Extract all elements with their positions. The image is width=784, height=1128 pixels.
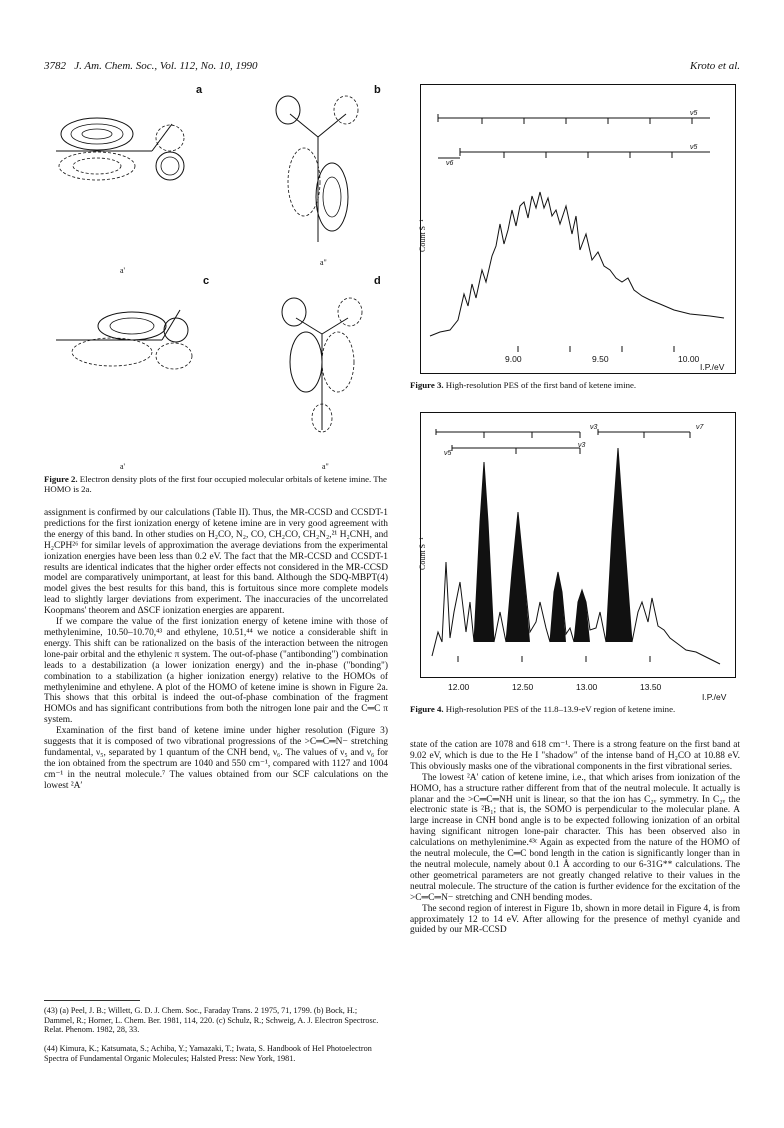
symmetry-label-d: a" (322, 462, 329, 471)
footnote-44: (44) Kimura, K.; Katsumata, S.; Achiba, Y.; Yamazaki, T.; Iwata, S. Handbook of HeI Photoelectron Spectra of Fundamental Organic Molecules; Halsted Press: New York, 1981. (44, 1044, 372, 1063)
figure-4-xlabel: I.P./eV (702, 692, 727, 702)
panel-label-d: d (374, 275, 381, 287)
orbital-plot-d (272, 290, 372, 440)
figure-4-xtick-3: 13.00 (576, 682, 598, 692)
running-header (44, 60, 740, 76)
footnote-43: (43) (a) Peel, J. B.; Willett, G. D. J. Chem. Soc., Faraday Trans. 2 1975, 71, 1799. (b) Bock, H.; Dammel, R.; Horner, L. Chem. Ber. 1981, 114, 220. (c) Schulz, R.; Schweig, A. J. Electron Spectrosc. Relat. Phenom. 1982, 28, 33. (44, 1006, 379, 1035)
figure-4-progression-2: ν7 (696, 424, 704, 431)
figure-2-caption (44, 474, 388, 495)
orbital-plot-b (268, 92, 368, 252)
symmetry-label-b: a" (320, 258, 327, 267)
figure-3-caption (410, 380, 740, 390)
figure-4-progression-4: ν5 (444, 450, 452, 457)
orbital-plot-a (52, 96, 202, 216)
symmetry-label-c: a' (120, 462, 125, 471)
figure-4-xtick-4: 13.50 (640, 682, 662, 692)
left-paragraph-3: Examination of the first band of ketene imine under higher resolution (Figure 3) suggests that it is composed of two vibrational progressions of the >C═C═N− stretching fundamental, ν₅, separated by 1 quantum of the CNH bend, ν₆. The values of ν₅ and ν₆ for the ion obtained from the spectrum are 1040 and 550 cm⁻¹, compared with 1127 and 1004 cm⁻¹ in the neutral molecule.⁷ The values obtained from our SCF calculations on the lowest ²A′ (44, 726, 388, 791)
symmetry-label-a: a' (120, 266, 125, 275)
footnote-rule (44, 1000, 140, 1001)
figure-3-xtick-1: 9.00 (505, 354, 522, 364)
figure-3-xtick-3: 10.00 (678, 354, 700, 364)
figure-4-caption (410, 704, 740, 714)
left-paragraph-1: assignment is confirmed by our calculations (Table II). Thus, the MR-CCSD and CCSDT-1 predictions for the first ionization energy of ketene imine are in very good agreement with the energy of this band. In other studies on H₂CO, N₂, CO, CH₂CO, CH₂N₂,²¹ H₂CNH, and H₂CPH²⁶ for similar levels of approximation the average deviations from the experimental ionization energies have been less than 0.2 eV. The fact that the MR-CCSD and CCSDT-1 results are identical indicates that the higher order effects not considered in the MR-CCSD model are comparatively unimportant, at least for this band. Although the SDQ-MBPT(4) model gives the best results for this band, this is fortuitous since more complete models lead to slightly larger deviations from experiment. The inaccuracies of the uncorrelated Koopmans' theorem and ΔSCF ionization energies are apparent. (44, 508, 388, 617)
panel-label-a: a (196, 84, 203, 96)
figure-4-spectrum (420, 412, 736, 678)
right-column (410, 740, 740, 936)
figure-3-xlabel: I.P./eV (700, 362, 725, 372)
figure-4-caption-text: High-resolution PES of the 11.8–13.9-eV region of ketene imine. (445, 704, 676, 714)
figure-4-xtick-2: 12.50 (512, 682, 534, 692)
right-paragraph-2: The lowest ²A′ cation of ketene imine, i.e., that which arises from ionization of the HOMO, has a structure rather different from that of the neutral molecule. It actually is planar and the >C═C═NH unit is linear, so that the ion has C₂ᵥ symmetry. In C₂ᵥ the electronic state is ²B₁; that is, the SOMO is perpendicular to the molecular plane. A large increase in CNH bond angle is to be expected following ionization of an orbital having significant nitrogen lone-pair character. This has been observed also in calculations on methylenimine.⁴³ᶜ Again as expected from the nature of the HOMO of the neutral molecule, the C═C bond length in the cation is significantly longer than in the neutral molecule, namely about 0.1 Å according to our 6-31G** calculations. The other geometrical parameters are not greatly changed relative to their values in the neutral molecule. The structure of the cation is further evidence for the excitation of the >C═C═N− stretching and CNH bending modes. (410, 772, 740, 903)
figure-3-progression-3: ν6 (446, 160, 454, 167)
left-paragraph-2: If we compare the value of the first ionization energy of ketene imine with those of methylenimine, 10.50–10.70,⁴³ and ethylene, 10.51,⁴⁴ we notice a considerable shift in energy. This shift can be rationalized on the basis of the interaction between the nitrogen lone-pair orbital and the ethylenic π system. The out-of-phase ("antibonding") combination leads to a destabilization (a lower ionization energy) and the in-phase ("bonding") combination to a stabilization (a higher ionization energy) relative to the HOMOs of methylenimine and ethylene. A plot of the HOMO of ketene imine is shown in Figure 2a. This shows that this orbital is indeed the out-of-phase combination of the fragment HOMOs and has significant contributions from both the nitrogen lone pair and the C═C π system. (44, 617, 388, 726)
panel-label-b: b (374, 84, 381, 96)
header-left (44, 60, 257, 72)
right-paragraph-3: The second region of interest in Figure 1b, shown in more detail in Figure 4, is from approximately 12 to 14 eV. After allowing for the presence of methyl cyanide and guided by our MR-CCSD (410, 903, 740, 936)
figure-2-caption-text: Electron density plots of the first four occupied molecular orbitals of ketene imine. The HOMO is 2a. (44, 474, 387, 495)
figure-4-progression-3: ν3 (578, 442, 586, 449)
figure-4-progression-1: ν3 (590, 424, 598, 431)
page-number: 3782 (44, 60, 66, 72)
left-column (44, 508, 388, 792)
figure-3-ylabel: Count S⁻¹ (418, 219, 427, 252)
figure-3-spectrum (420, 84, 736, 374)
figure-3-xtick-2: 9.50 (592, 354, 609, 364)
figure-4-caption-label: Figure 4. (410, 704, 444, 714)
figure-3-progression-2: ν5 (690, 144, 698, 151)
figure-4-xtick-1: 12.00 (448, 682, 470, 692)
right-paragraph-1: state of the cation are 1078 and 618 cm⁻¹. There is a strong feature on the first band at 9.02 eV, which is due to the He I "shadow" of the intense band of H₂CO at 10.88 eV. This obviously masks one of the vibrational components in the first vibrational series. (410, 740, 740, 772)
figure-2-caption-label: Figure 2. (44, 474, 78, 484)
figure-3-progression-1: ν5 (690, 110, 698, 117)
figure-3-caption-text: High-resolution PES of the first band of ketene imine. (445, 380, 637, 390)
figure-4-ylabel: Count S⁻¹ (418, 537, 427, 570)
figure-3-caption-label: Figure 3. (410, 380, 444, 390)
panel-label-c: c (203, 275, 210, 287)
orbital-plot-c (52, 290, 222, 380)
header-authors: Kroto et al. (689, 60, 740, 72)
journal-citation: J. Am. Chem. Soc., Vol. 112, No. 10, 1990 (74, 60, 258, 72)
